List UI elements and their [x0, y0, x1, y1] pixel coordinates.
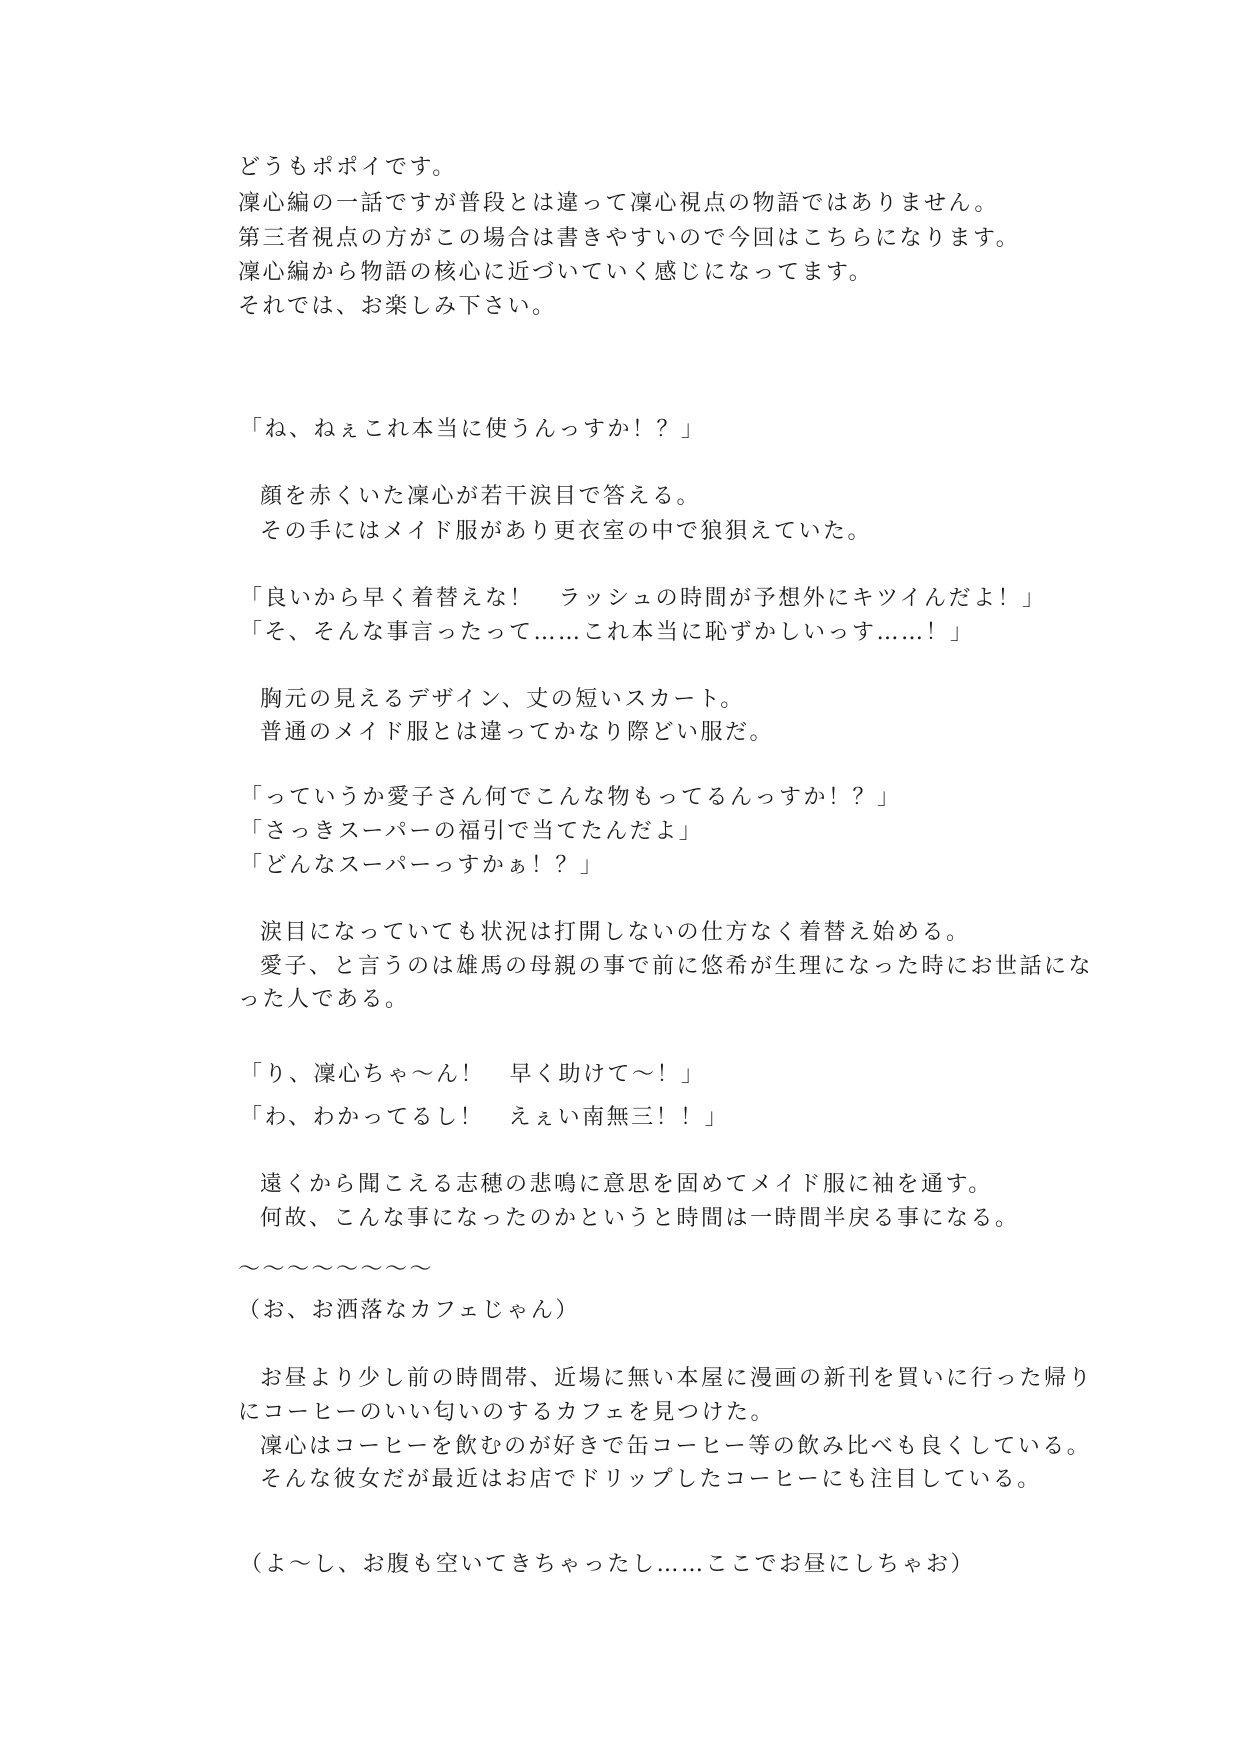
narration-line: 凜心はコーヒーを飲むのが好きで缶コーヒー等の飲み比べも良くしている。	[260, 1434, 1092, 1459]
dialogue-line: 「どんなスーパーっすかぁ！？」	[240, 853, 605, 878]
intro-line: 凜心編の一話ですが普段とは違って凜心視点の物語ではありません。	[238, 191, 999, 216]
dialogue-line: 「わ、わかってるし！ えぇい南無三！！」	[240, 1105, 730, 1130]
thought-line: （お、お洒落なカフェじゃん）	[238, 1298, 580, 1323]
dialogue-line: 「っていうか愛子さん何でこんな物もってるんっすか！？」	[240, 785, 902, 810]
scene-break: 〜〜〜〜〜〜〜〜	[238, 1257, 435, 1282]
dialogue-line: 「り、凜心ちゃ〜ん！ 早く助けて〜！」	[240, 1062, 706, 1087]
intro-line: どうもポポイです。	[238, 155, 457, 180]
dialogue-line: 「良いから早く着替えな！ ラッシュの時間が予想外にキツイんだよ！」	[240, 586, 1047, 611]
narration-line: にコーヒーのいい匂いのするカフェを見つけた。	[238, 1400, 776, 1425]
narration-line: 遠くから聞こえる志穂の悲鳴に意思を固めてメイド服に袖を通す。	[260, 1172, 993, 1197]
intro-line: それでは、お楽しみ下さい。	[238, 294, 557, 319]
narration-line: そんな彼女だが最近はお店でドリップしたコーヒーにも注目している。	[260, 1467, 1042, 1492]
intro-line: 凜心編から物語の核心に近づいていく感じになってます。	[238, 260, 874, 285]
dialogue-line: 「ね、ねぇこれ本当に使うんっすか！？」	[240, 417, 706, 442]
narration-line: 涙目になっていても状況は打開しないの仕方なく着替え始める。	[260, 920, 971, 945]
dialogue-line: 「さっきスーパーの福引で当てたんだよ」	[240, 819, 704, 844]
narration-line: 顔を赤くいた凜心が若干涙目で答える。	[260, 484, 702, 509]
dialogue-line: 「そ、そんな事言ったって……これ本当に恥ずかしいっす……！」	[240, 620, 975, 645]
intro-line: 第三者視点の方がこの場合は書きやすいので今回はこちらになります。	[238, 226, 1021, 251]
thought-line: （よ〜し、お腹も空いてきちゃったし……ここでお昼にしちゃお）	[240, 1552, 976, 1577]
narration-line: 愛子、と言うのは雄馬の母親の事で前に悠希が生理になった時にお世話にな	[260, 954, 1094, 979]
narration-line: った人である。	[238, 987, 410, 1012]
narration-line: その手にはメイド服があり更衣室の中で狼狽えていた。	[260, 519, 873, 544]
narration-line: 普通のメイド服とは違ってかなり際どい服だ。	[260, 720, 775, 745]
narration-line: お昼より少し前の時間帯、近場に無い本屋に漫画の新刊を買いに行った帰り	[260, 1366, 1094, 1391]
narration-line: 何故、こんな事になったのかというと時間は一時間半戻る事になる。	[260, 1206, 1020, 1231]
narration-line: 胸元の見えるデザイン、丈の短いスカート。	[260, 687, 745, 712]
